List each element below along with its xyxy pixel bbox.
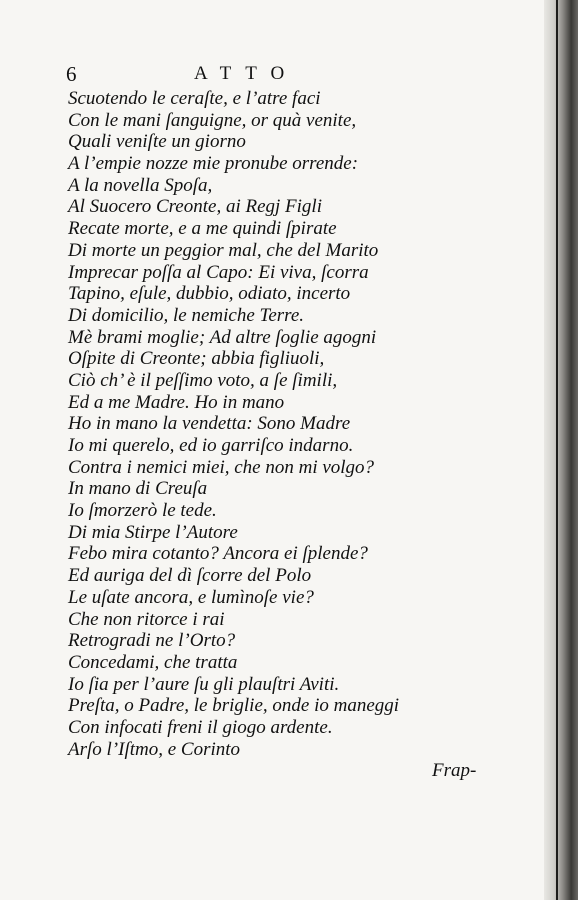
verse-line: Recate morte, e a me quindi ſpirate	[68, 218, 337, 240]
verse-line: Di mia Stirpe l’Autore	[68, 521, 238, 543]
verse-block	[68, 88, 448, 760]
verse-line: Di morte un peggior mal, che del Marito	[68, 239, 379, 261]
verse-line: Preſta, o Padre, le briglie, onde io maneggi	[68, 695, 400, 717]
verse-line: Io mi querelo, ed io garriſco indarno.	[68, 435, 354, 456]
verse-line: Ciò ch’ è il peſſimo voto, a ſe ſimili,	[68, 369, 338, 391]
gutter-line	[556, 0, 558, 900]
verse-line: A la novella Spoſa,	[68, 174, 213, 196]
verse-line: Tapino, eſule, dubbio, odiato, incerto	[68, 283, 351, 305]
verse-line: Mè brami moglie; Ad altre ſoglie agogni	[68, 326, 377, 348]
running-head: ATTO	[194, 63, 299, 84]
verse-line: Arſo l’Iſtmo, e Corinto	[68, 738, 241, 760]
verse-line: Oſpite di Creonte; abbia figliuoli,	[68, 348, 325, 370]
verse-line: Io ſia per l’aure ſu gli plauſtri Aviti.	[68, 673, 340, 695]
verse-line: Retrogradi ne l’Orto?	[68, 630, 236, 652]
book-spine	[544, 0, 578, 900]
verse-line: Quali veniſte un giorno	[68, 131, 246, 153]
verse-line: Con infocati freni il giogo ardente.	[68, 716, 333, 738]
page-number: 6	[66, 62, 77, 86]
verse-line: Le uſate ancora, e lumìnoſe vie?	[68, 586, 314, 608]
verse-line: Contra i nemici miei, che non mi volgo?	[68, 456, 375, 478]
verse-line: Ed a me Madre. Ho in mano	[68, 391, 285, 413]
verse-line: Io ſmorzerò le tede.	[68, 500, 217, 522]
verse-line: In mano di Creuſa	[68, 478, 208, 500]
catchword: Frap-	[432, 760, 477, 781]
verse-line: Ed auriga del dì ſcorre del Polo	[68, 565, 312, 587]
verse-line: Concedami, che tratta	[68, 651, 238, 673]
verse-line: Al Suocero Creonte, ai Regj Figli	[68, 196, 322, 218]
verse-line: Di domicilio, le nemiche Terre.	[68, 304, 305, 326]
verse-line: Scuotendo le ceraſte, e l’atre faci	[68, 88, 321, 109]
verse-line: Con le mani ſanguigne, or quà venite,	[68, 109, 357, 131]
verse-line: Febo mira cotanto? Ancora ei ſplende?	[68, 543, 368, 565]
page-header	[66, 62, 366, 88]
verse-line: Imprecar poſſa al Capo: Ei viva, ſcorra	[68, 261, 369, 283]
verse-line: Ho in mano la vendetta: Sono Madre	[68, 413, 351, 435]
verse-line: Che non ritorce i rai	[68, 608, 225, 630]
verse-line: A l’empie nozze mie pronube orrende:	[68, 153, 359, 175]
